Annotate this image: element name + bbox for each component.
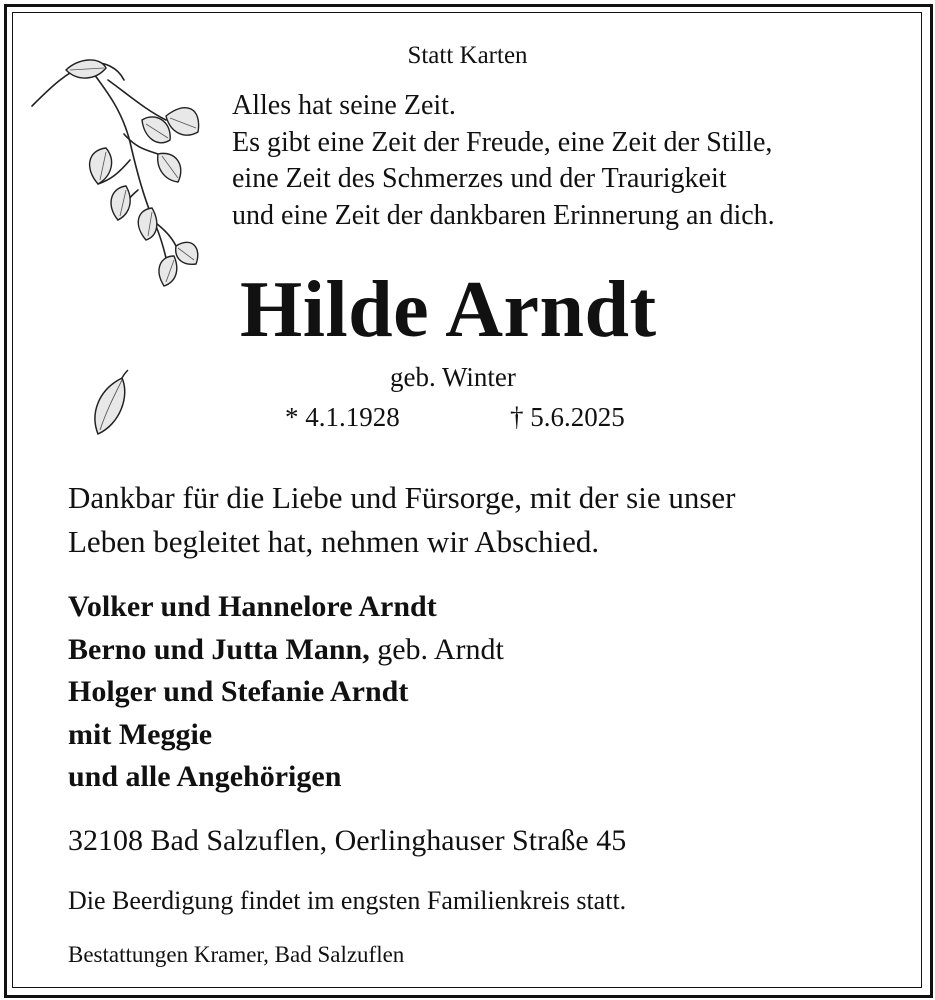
- thanks-line: Dankbar für die Liebe und Fürsorge, mit der sie unser: [68, 480, 736, 515]
- family-line: [68, 586, 504, 629]
- family-names: Berno und Jutta Mann,: [68, 632, 370, 666]
- deceased-name: Hilde Arndt: [240, 266, 657, 354]
- family-line: [68, 629, 504, 672]
- header-text: Statt Karten: [407, 42, 528, 69]
- address: 32108 Bad Salzuflen, Oerlinghauser Straße 45: [68, 824, 627, 857]
- birch-branch-icon: [26, 50, 216, 310]
- poem-line: Es gibt eine Zeit der Freude, eine Zeit der Stille,: [232, 126, 773, 158]
- poem-line: und eine Zeit der dankbaren Erinnerung an dich.: [232, 199, 775, 231]
- falling-leaf-icon: [88, 368, 138, 440]
- family-names: Holger und Stefanie Arndt: [68, 675, 409, 708]
- family-line: [68, 756, 504, 799]
- birth-date: * 4.1.1928: [285, 402, 400, 432]
- poem: [232, 88, 775, 234]
- family-line: [68, 671, 504, 714]
- header-label: [0, 42, 935, 70]
- funeral-note: Die Beerdigung findet im engsten Familienkreis statt.: [68, 886, 627, 915]
- death-date: † 5.6.2025: [510, 402, 625, 432]
- family-line: [68, 714, 504, 757]
- family-names: Volker und Hannelore Arndt: [68, 590, 437, 623]
- poem-line: eine Zeit des Schmerzes und der Traurigkeit: [232, 163, 727, 194]
- family-names: und alle Angehörigen: [68, 760, 342, 793]
- poem-line: Alles hat seine Zeit.: [232, 90, 456, 121]
- family-note: geb. Arndt: [369, 632, 504, 666]
- thanks-line: Leben begleitet hat, nehmen wir Abschied.: [68, 524, 600, 559]
- family-list: [68, 586, 504, 799]
- maiden-name: geb. Winter: [390, 362, 516, 392]
- undertaker: Bestattungen Kramer, Bad Salzuflen: [68, 942, 405, 967]
- thanks-text: [68, 476, 735, 564]
- family-names: mit Meggie: [68, 717, 213, 751]
